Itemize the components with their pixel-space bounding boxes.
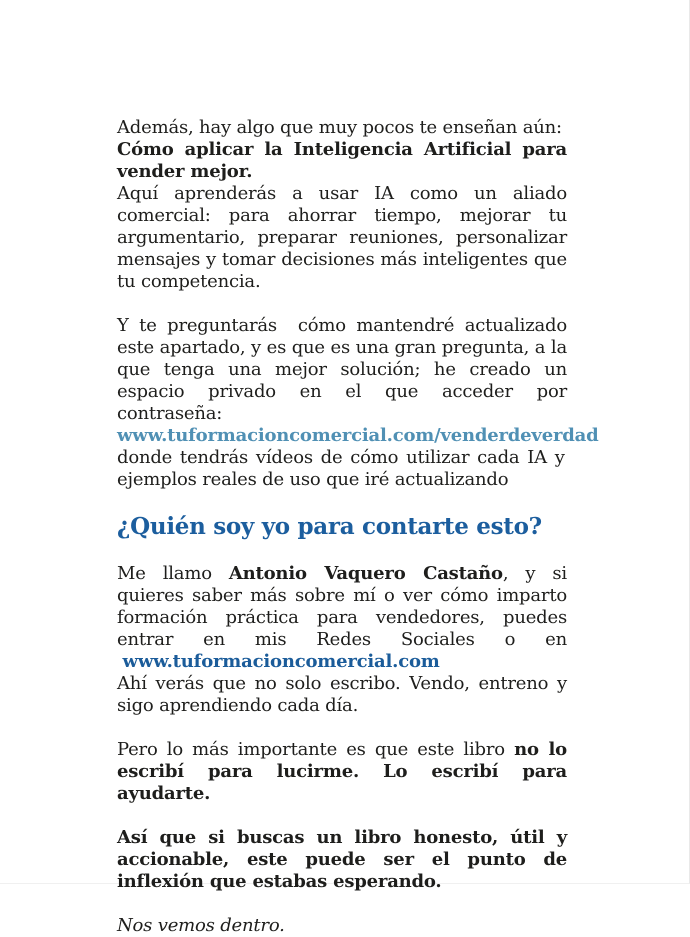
paragraph-ai-teaser	[117, 117, 567, 293]
text-column	[117, 117, 599, 937]
link-venderdeverdad-url[interactable]: www.tuformacioncomercial.com/venderdeverdad	[117, 425, 599, 446]
link-tuformacioncomercial-url[interactable]: www.tuformacioncomercial.com	[122, 651, 440, 672]
text-run-middle: , y si quieres saber más sobre mí o ver cómo imparto formación práctica para vendedores, puedes entrar en mis Redes Sociales o en	[117, 563, 567, 672]
paragraph-about-author	[117, 563, 567, 717]
paragraph-honest-book	[117, 739, 567, 805]
text-run-before-link: Y te preguntarás cómo mantendré actualizado este apartado, y es que es una gran pregunta, a la que tenga una mejor solución; he creado un espacio privado en el que acceder por contraseña:	[117, 315, 567, 424]
text-run-body: Aquí aprenderás a usar IA como un aliado comercial: para ahorrar tiempo, mejorar tu argumentario, preparar reuniones, personalizar mensajes y tomar decisiones más inteligentes que tu competencia.	[117, 183, 567, 292]
text-run-after-link: donde tendrás vídeos de cómo utilizar cada IA y ejemplos reales de uso que iré actualizando	[117, 447, 565, 490]
text-run-honest-before: Pero lo más importante es que este libro	[117, 739, 515, 760]
text-run-signoff: Nos vemos dentro.	[117, 915, 285, 936]
paragraph-closing	[117, 827, 567, 893]
text-run-after: Ahí verás que no solo escribo. Vendo, entreno y sigo aprendiendo cada día.	[117, 673, 567, 716]
text-run-honest-bold: no lo escribí para lucirme. Lo escribí para ayudarte.	[117, 739, 567, 804]
text-run-bold-claim: Cómo aplicar la Inteligencia Artificial para vender mejor.	[117, 139, 567, 182]
section-heading-quien-soy: ¿Quién soy yo para contarte esto?	[117, 513, 542, 540]
paragraph-updates	[117, 315, 599, 491]
signoff-line	[117, 915, 567, 937]
author-name: Antonio Vaquero Castaño	[228, 563, 503, 584]
text-run-closing-bold: Así que si buscas un libro honesto, útil y accionable, este puede ser el punto de inflexión que estabas esperando.	[117, 827, 567, 892]
text-run-intro: Además, hay algo que muy pocos te enseñan aún:	[117, 117, 562, 138]
text-run-before-name: Me llamo	[117, 563, 229, 584]
